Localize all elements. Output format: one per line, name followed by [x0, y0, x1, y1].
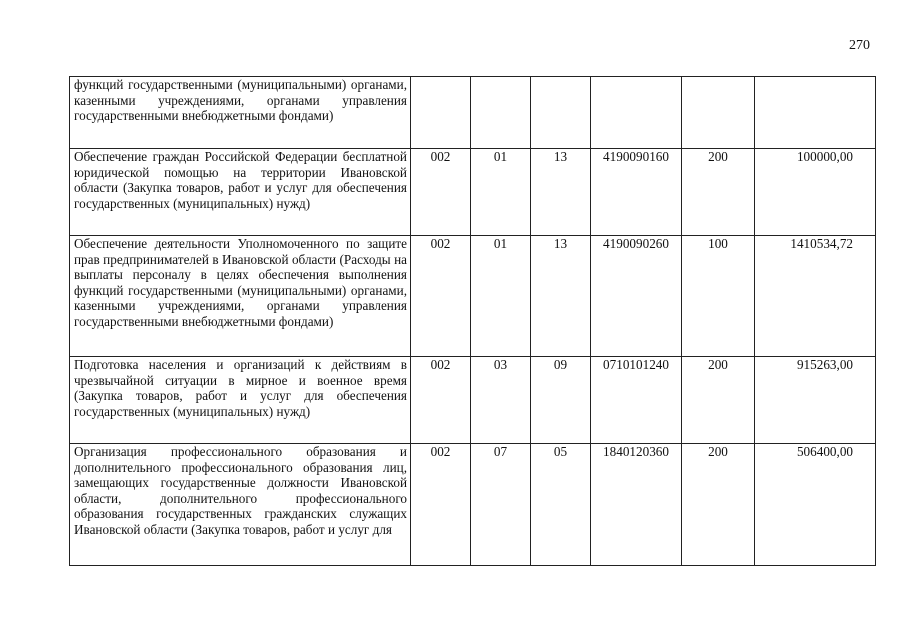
row-description: Подготовка населения и организаций к действиям в чрезвычайной ситуации в мирное и военное время (Закупка товаров, работ и услуг для обеспечения государственных (муниципальных) нужд): [74, 357, 407, 419]
section-cell: 01: [471, 149, 531, 236]
amount-cell: [755, 77, 876, 149]
section-cell: [471, 77, 531, 149]
subsection-cell: 13: [531, 149, 591, 236]
target-article-cell: 4190090260: [591, 236, 682, 357]
table-row: [70, 357, 876, 444]
grbs-cell: [411, 77, 471, 149]
row-description-cell: [70, 77, 411, 149]
row-description-cell: [70, 444, 411, 566]
amount-cell: 506400,00: [755, 444, 876, 566]
row-description-cell: [70, 236, 411, 357]
table-row: [70, 149, 876, 236]
target-article-cell: 0710101240: [591, 357, 682, 444]
expense-type-cell: 200: [682, 444, 755, 566]
table-row: [70, 444, 876, 566]
expense-type-cell: [682, 77, 755, 149]
budget-table: [69, 76, 876, 566]
target-article-cell: 4190090160: [591, 149, 682, 236]
grbs-cell: 002: [411, 149, 471, 236]
row-description: Организация профессионального образования и дополнительного профессионального образования лиц, замещающих государственные должности Ивановской области, дополнительного профессионального образования государственных гражданских служащих Ивановской области (Закупка товаров, работ и услуг для: [74, 444, 407, 537]
row-description: Обеспечение деятельности Уполномоченного по защите прав предпринимателей в Ивановской области (Расходы на выплаты персоналу в целях обеспечения выполнения функций государственными (муниципальными) органами, казенными учреждениями, органами управления государственными внебюджетными фондами): [74, 236, 407, 329]
grbs-cell: 002: [411, 236, 471, 357]
target-article-cell: 1840120360: [591, 444, 682, 566]
subsection-cell: [531, 77, 591, 149]
target-article-cell: [591, 77, 682, 149]
subsection-cell: 09: [531, 357, 591, 444]
grbs-cell: 002: [411, 357, 471, 444]
subsection-cell: 05: [531, 444, 591, 566]
page-number: 270: [849, 38, 870, 53]
section-cell: 03: [471, 357, 531, 444]
table-row: [70, 236, 876, 357]
subsection-cell: 13: [531, 236, 591, 357]
expense-type-cell: 100: [682, 236, 755, 357]
amount-cell: 1410534,72: [755, 236, 876, 357]
grbs-cell: 002: [411, 444, 471, 566]
expense-type-cell: 200: [682, 357, 755, 444]
row-description-cell: [70, 357, 411, 444]
amount-cell: 915263,00: [755, 357, 876, 444]
amount-cell: 100000,00: [755, 149, 876, 236]
section-cell: 07: [471, 444, 531, 566]
expense-type-cell: 200: [682, 149, 755, 236]
section-cell: 01: [471, 236, 531, 357]
row-description-cell: [70, 149, 411, 236]
row-description: Обеспечение граждан Российской Федерации бесплатной юридической помощью на территории Ивановской области (Закупка товаров, работ и услуг для обеспечения государственных (муниципальных) нужд): [74, 149, 407, 211]
table-row: [70, 77, 876, 149]
row-description: функций государственными (муниципальными) органами, казенными учреждениями, органами управления государственными внебюджетными фондами): [74, 77, 407, 124]
